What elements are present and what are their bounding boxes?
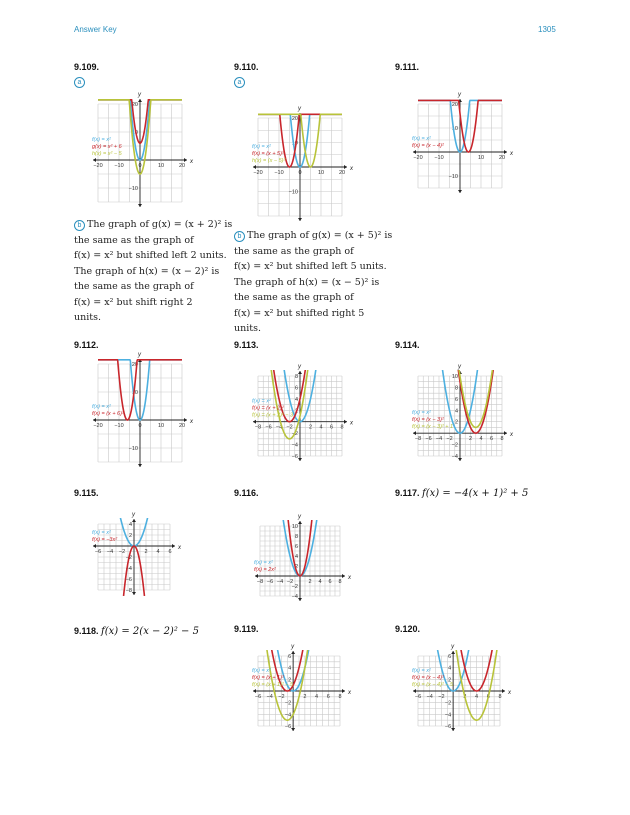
y-tick-label: 10 <box>291 140 298 147</box>
x-axis-label: x <box>510 151 513 157</box>
y-tick-label: −2 <box>444 700 452 707</box>
x-tick-label: 0 <box>298 170 302 176</box>
x-tick-label: −10 <box>114 163 124 169</box>
x-axis-label: x <box>190 419 193 425</box>
graph-9-111 <box>412 92 513 194</box>
x-tick-label: −6 <box>425 436 432 443</box>
legend-entry: f(x) = x² <box>254 560 273 566</box>
part-b-marker: b <box>234 231 245 242</box>
y-tick-label: 10 <box>451 374 458 380</box>
x-axis-label: x <box>348 575 351 581</box>
legend-entry: f(x) = x² <box>252 144 271 150</box>
x-tick-label: 4 <box>315 694 319 700</box>
x-tick-label: −4 <box>435 436 443 443</box>
x-tick-label: 8 <box>338 579 342 585</box>
header-title: Answer Key <box>74 25 117 34</box>
x-tick-label: 4 <box>318 579 322 585</box>
x-tick-label: −20 <box>93 163 103 169</box>
x-tick-label: 4 <box>319 424 323 431</box>
legend-entry: f(x) = x² <box>412 668 431 674</box>
x-tick-label: 20 <box>178 163 186 169</box>
legend-entry: h(x) = (x − 5)² <box>252 158 286 164</box>
legend-entry: f(x) = (x − 4)² <box>412 675 444 681</box>
x-tick-label: 0 <box>138 423 142 429</box>
legend-entry: f(x) = (x − 4)² <box>412 143 444 149</box>
x-tick-label: −4 <box>276 579 284 585</box>
legend-entry: f(x) = −3x² <box>92 537 118 543</box>
y-tick-label: 10 <box>131 390 138 396</box>
y-tick-label: 10 <box>291 524 298 530</box>
y-axis-label: y <box>291 644 295 650</box>
x-axis-label: x <box>350 166 353 172</box>
x-tick-label: −10 <box>434 155 444 161</box>
y-axis-label: y <box>132 512 135 518</box>
x-tick-label: 2 <box>144 549 148 555</box>
y-axis-label: y <box>298 514 301 520</box>
y-tick-label: 6 <box>448 654 452 660</box>
problem-number: 9.115. <box>74 488 99 498</box>
x-axis-label: x <box>190 159 193 165</box>
x-axis-label: x <box>178 545 181 551</box>
y-tick-label: 20 <box>131 102 138 108</box>
x-tick-label: −4 <box>426 694 433 700</box>
legend-entry: f(x) = x² <box>92 530 111 536</box>
y-tick-label: 4 <box>294 396 298 403</box>
x-tick-label: −6 <box>414 694 422 700</box>
legend-entry: f(x) = x² <box>412 136 431 142</box>
x-tick-label: 0 <box>138 163 142 169</box>
x-tick-label: −10 <box>274 170 284 176</box>
x-tick-label: 8 <box>500 436 504 443</box>
y-axis-label: y <box>458 92 461 98</box>
problem-number: 9.112. <box>74 340 99 350</box>
x-axis-label: x <box>350 420 353 427</box>
problem-number: 9.118. f(x) = 2(x − 2)² − 5 <box>74 626 199 637</box>
legend-entry: f(x) = (x + 1)² <box>252 675 284 681</box>
x-tick-label: −20 <box>413 155 423 161</box>
answer-text-9-109: The graph of g(x) = (x + 2)² is the same as the graph of f(x) = x² but shifted left 2 units. The graph of h(x) = (x − 2)² is the same as the graph of f(x) = x² but shift right 2 units. <box>74 219 233 323</box>
legend-entry: f(x) = x² <box>252 668 271 674</box>
y-tick-label: 20 <box>131 362 138 368</box>
y-tick-label: −8 <box>125 588 132 594</box>
y-tick-label: 8 <box>454 385 458 392</box>
y-tick-label: 2 <box>294 564 298 570</box>
problem-number: 9.109. <box>74 62 100 72</box>
graph-9-114 <box>412 364 513 462</box>
legend-entry: f(x) = (x − 3)² <box>412 417 444 424</box>
legend-entry: f(x) = (x + 5)² <box>252 151 284 157</box>
x-tick-label: −2 <box>286 579 294 585</box>
y-tick-label: 8 <box>294 374 298 380</box>
x-tick-label: 2 <box>308 424 313 431</box>
x-tick-label: 4 <box>479 436 483 443</box>
legend-entry: f(x) = x² <box>252 398 271 405</box>
part-a-marker: a <box>74 77 85 88</box>
problem-number: 9.110. <box>234 62 259 72</box>
y-tick-label: −4 <box>291 442 298 449</box>
x-tick-label: 8 <box>338 694 342 700</box>
problem-number: 9.117. f(x) = −4(x + 1)² + 5 <box>395 488 529 499</box>
x-tick-label: 4 <box>475 694 479 700</box>
graph-9-110 <box>252 106 353 222</box>
x-axis-label: x <box>348 690 351 696</box>
legend-entry: f(x) = (x − 3)² + 1 <box>412 424 454 431</box>
x-tick-label: −4 <box>266 694 273 700</box>
x-tick-label: −2 <box>278 694 285 700</box>
legend-entry: f(x) = x² <box>92 137 111 143</box>
y-tick-label: −10 <box>128 446 138 452</box>
x-tick-label: −2 <box>286 424 293 431</box>
x-tick-label: −6 <box>94 549 102 555</box>
x-axis-label: x <box>508 690 511 696</box>
legend-entry: f(x) = x² <box>92 404 111 410</box>
x-tick-label: 4 <box>156 549 160 555</box>
graph-9-116 <box>254 514 351 602</box>
x-tick-label: 20 <box>498 155 506 161</box>
graph-9-120 <box>412 644 511 732</box>
y-tick-label: 6 <box>288 654 292 660</box>
x-tick-label: 10 <box>477 155 485 161</box>
problem-number: 9.113. <box>234 340 259 350</box>
x-tick-label: 6 <box>486 694 490 700</box>
y-axis-label: y <box>451 644 455 650</box>
y-tick-label: −4 <box>451 454 458 460</box>
x-tick-label: −8 <box>254 424 262 431</box>
answer-text-9-110: The graph of g(x) = (x + 5)² is the same as the graph of f(x) = x² but shifted left 5 units. The graph of h(x) = (x − 5)² is the same as the graph of f(x) = x² but shifted right 5 units. <box>234 230 393 334</box>
y-tick-label: 8 <box>294 534 298 540</box>
y-tick-label: −6 <box>444 724 452 730</box>
x-tick-label: −2 <box>118 549 126 555</box>
x-tick-label: −20 <box>253 170 263 176</box>
x-tick-label: 6 <box>329 424 334 431</box>
part-a-marker: a <box>234 77 245 88</box>
x-tick-label: 10 <box>157 163 165 169</box>
legend-entry: f(x) = (x − 4)² − 5 <box>412 682 454 688</box>
legend-entry: f(x) = (x + 2)² − 3 <box>252 412 294 419</box>
graph-9-113 <box>252 364 353 462</box>
y-tick-label: −2 <box>451 442 458 449</box>
x-tick-label: 6 <box>489 436 494 443</box>
x-tick-label: −20 <box>93 423 103 429</box>
y-tick-label: −4 <box>284 712 292 719</box>
x-tick-label: 6 <box>168 549 172 555</box>
graph-9-109 <box>92 92 193 208</box>
x-tick-label: 6 <box>326 694 330 700</box>
problem-number: 9.120. <box>395 624 421 634</box>
graph-9-112 <box>92 352 193 468</box>
y-tick-label: −10 <box>288 189 298 196</box>
y-axis-label: y <box>298 106 301 112</box>
x-tick-label: −6 <box>266 579 274 585</box>
y-tick-label: −2 <box>291 431 298 438</box>
y-tick-label: −2 <box>291 584 298 590</box>
y-axis-label: y <box>298 364 301 370</box>
x-tick-label: −10 <box>114 423 124 429</box>
y-tick-label: 4 <box>454 408 458 415</box>
graph-9-119 <box>252 644 351 732</box>
y-tick-label: 6 <box>294 544 298 550</box>
legend-entry: f(x) = (x + 6)² <box>92 411 124 417</box>
y-tick-label: −4 <box>291 594 298 600</box>
x-tick-label: 20 <box>178 423 186 429</box>
y-tick-label: 20 <box>291 116 298 122</box>
y-tick-label: −4 <box>125 566 132 572</box>
x-tick-label: 2 <box>308 579 312 585</box>
part-b-marker: b <box>74 220 85 231</box>
y-tick-label: −10 <box>448 174 458 180</box>
y-tick-label: −4 <box>444 712 452 719</box>
legend-entry: f(x) = (x + 1)² − 5 <box>252 682 294 688</box>
y-tick-label: −2 <box>125 555 132 561</box>
y-tick-label: 6 <box>294 385 298 392</box>
x-tick-label: −4 <box>275 424 283 431</box>
y-tick-label: 4 <box>128 522 132 528</box>
x-tick-label: 2 <box>463 694 467 700</box>
x-tick-label: 6 <box>328 579 332 585</box>
x-tick-label: 2 <box>468 436 473 443</box>
y-tick-label: 4 <box>448 665 452 672</box>
problem-number: 9.119. <box>234 624 259 634</box>
y-tick-label: −2 <box>284 700 292 707</box>
x-tick-label: −6 <box>265 424 272 431</box>
y-tick-label: 2 <box>128 533 132 539</box>
x-tick-label: −2 <box>446 436 453 443</box>
graph-9-115 <box>92 512 181 596</box>
y-axis-label: y <box>138 92 141 98</box>
x-tick-label: −8 <box>414 436 422 443</box>
x-tick-label: 10 <box>317 170 325 176</box>
y-tick-label: 2 <box>294 408 298 415</box>
x-tick-label: 10 <box>157 423 165 429</box>
problem-number: 9.116. <box>234 488 259 498</box>
y-axis-label: y <box>458 364 461 370</box>
problem-number: 9.111. <box>395 62 420 72</box>
legend-entry: g(x) = x² + 6 <box>92 144 122 150</box>
y-tick-label: 2 <box>454 419 458 426</box>
y-tick-label: −10 <box>128 186 138 192</box>
y-tick-label: 6 <box>454 396 458 403</box>
x-tick-label: 8 <box>498 694 502 700</box>
x-tick-label: 8 <box>340 424 344 431</box>
y-tick-label: 2 <box>448 677 452 684</box>
y-tick-label: −6 <box>291 454 298 460</box>
y-axis-label: y <box>138 352 141 358</box>
y-tick-label: −6 <box>284 724 292 730</box>
y-tick-label: 2 <box>288 677 292 684</box>
y-tick-label: 10 <box>131 130 138 136</box>
x-axis-label: x <box>510 432 513 439</box>
legend-entry: h(x) = x² − 5 <box>92 151 122 157</box>
x-tick-label: −2 <box>438 694 445 700</box>
legend-entry: f(x) = (x + 2)² <box>252 405 284 412</box>
x-tick-label: −8 <box>256 579 264 585</box>
legend-entry: f(x) = x² <box>412 410 431 417</box>
x-tick-label: 20 <box>338 170 346 176</box>
y-tick-label: 10 <box>451 126 458 132</box>
y-tick-label: −6 <box>125 577 132 583</box>
y-tick-label: 4 <box>294 554 298 560</box>
x-tick-label: 2 <box>303 694 307 700</box>
y-tick-label: 20 <box>451 102 458 108</box>
page-number: 1305 <box>538 25 556 34</box>
x-tick-label: −4 <box>106 549 114 555</box>
y-tick-label: 4 <box>288 665 292 672</box>
problem-number: 9.114. <box>395 340 420 350</box>
legend-entry: f(x) = 2x² <box>254 567 276 573</box>
x-tick-label: −6 <box>254 694 262 700</box>
